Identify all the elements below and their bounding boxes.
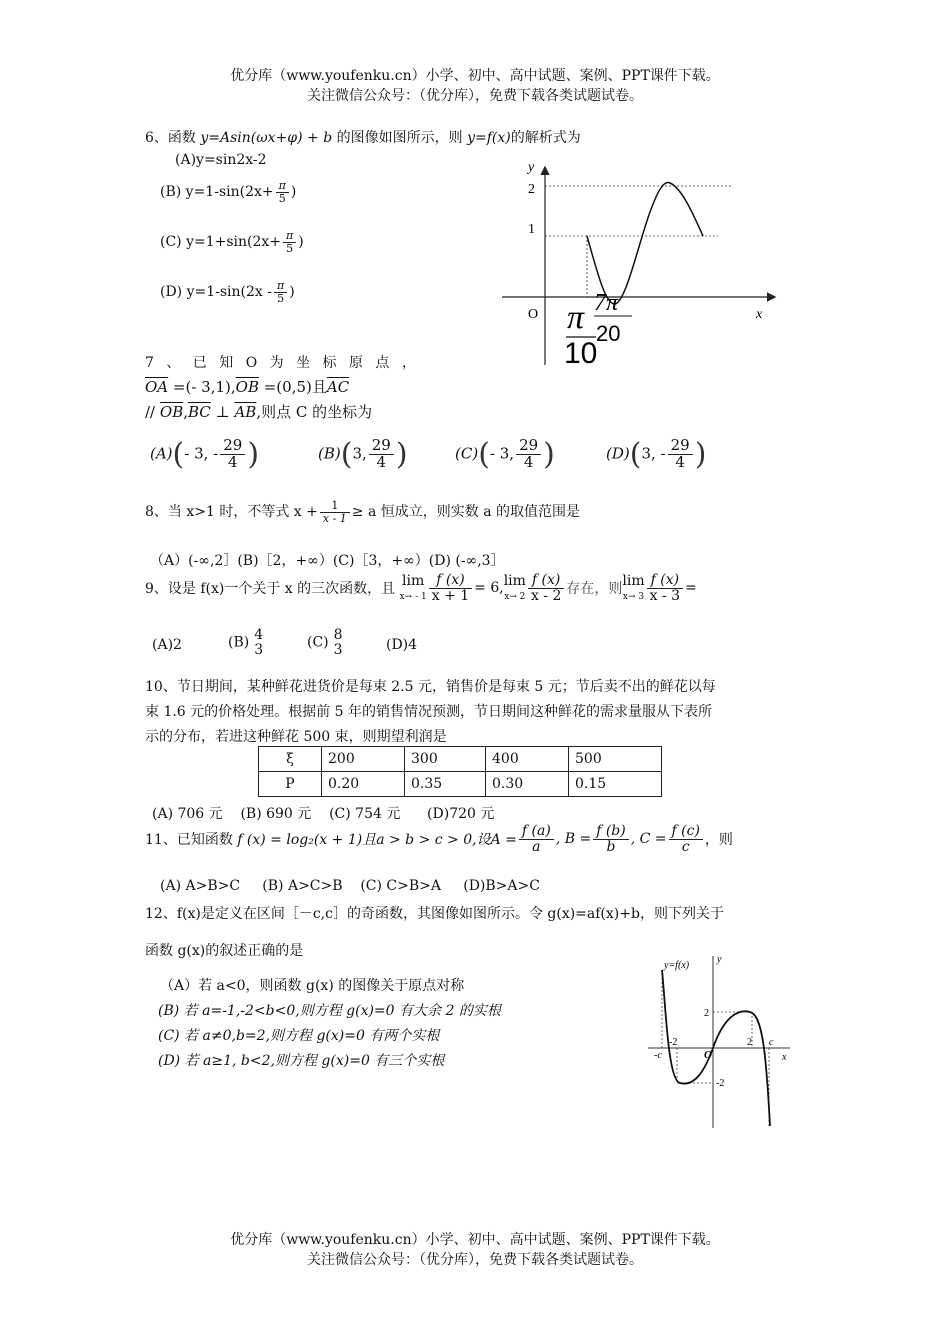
q6-option-a: (A)y=sin2x-2 (175, 152, 267, 168)
q9-option-c-den: 3 (333, 641, 343, 658)
q6-stem-a: 6、函数 (145, 130, 201, 146)
q6-y1-label: 1 (528, 222, 535, 237)
q9-lim-3-sub: x→ 3 (622, 592, 645, 603)
q7-eq1: =(- 3,1), (168, 378, 236, 396)
q7-vec-ob: $\overline{OB}$ (235, 378, 259, 396)
q12-option-b: (B) 若 a=-1,-2<b<0,则方程 g(x)=0 有大余 2 的实根 (158, 1003, 501, 1019)
q12-two-y: 2 (704, 1008, 709, 1019)
q12-line1: 12、f(x)是定义在区间［－c,c］的奇函数，其图像如图所示。令 g(x)=af(x)+b，则下列关于 (145, 906, 724, 922)
q6-ten-label: 10 (564, 337, 598, 370)
q8-den: x - 1 (322, 511, 347, 525)
q9-option-c-label: (C) (307, 634, 329, 651)
table-cell: 0.20 (322, 772, 405, 797)
q7-vec-ac: $\overline{AC}$ (326, 378, 350, 396)
q7-option-d-den: 4 (675, 453, 685, 471)
q7-option-b: (B)(3, $\frac{29}{4}$ ) (318, 436, 408, 472)
q7-perp: ⊥ (215, 403, 230, 421)
q12-neg-c: -c (654, 1050, 662, 1061)
q7-option-b-den: 4 (376, 453, 387, 471)
q6-origin-label: O (528, 307, 539, 322)
q9-option-c-num: 8 (333, 627, 343, 643)
q9-option-d: (D)4 (386, 637, 418, 653)
q6-option-d-close: ) (289, 284, 295, 301)
q7-option-d-pre: 3, - (641, 444, 666, 463)
q6-option-b-five: 5 (278, 191, 286, 205)
q10-line2: 束 1.6 元的价格处理。根据前 5 年的销售情况预测，节日期间这种鲜花的需求量服从下表所 (145, 704, 712, 720)
q7-vec-bc: $\overline{BC}$ (188, 403, 211, 421)
q6-stem-formula: y=Asin(ωx+φ) + b (200, 130, 333, 146)
q9-option-b-label: (B) (228, 634, 250, 651)
q6-stem-d: 的解析式为 (510, 130, 581, 146)
q7-option-a-pre: - 3, - (184, 444, 219, 463)
q7-eq2: =(0,5)且 (258, 378, 327, 396)
q6-option-b (160, 180, 296, 204)
table-cell: 200 (322, 747, 405, 772)
q12-origin-label: O (704, 1049, 712, 1061)
q6-pi-label: π (567, 299, 585, 336)
q12-option-c: (C) 若 a≠0,b=2,则方程 g(x)=0 有两个实根 (158, 1028, 440, 1044)
header-line-2: 关注微信公众号：（优分库），免费下载各类试题试卷。 (307, 88, 643, 104)
q6-stem (145, 127, 581, 147)
q6-option-c-five: 5 (286, 241, 294, 255)
q9-lim-3: lim (622, 573, 645, 590)
q6-option-c-close: ) (298, 234, 304, 251)
q12-graph (640, 950, 800, 1130)
q9-lim-2: lim (503, 573, 526, 590)
q10-options: (A) 706 元 (B) 690 元 (C) 754 元 (D)720 元 (152, 806, 495, 822)
q6-option-b-pi: π (276, 180, 289, 193)
table-cell: P (259, 772, 322, 797)
q7-option-b-num: 29 (369, 438, 394, 455)
q11-tail: ，则 (704, 832, 733, 849)
q9-fx-2: f (x) (528, 573, 564, 589)
q9-eq: = (685, 580, 697, 597)
q7-option-a-num: 29 (220, 438, 245, 455)
q11-fc: f (c) (669, 824, 703, 840)
q7-option-b-label: (B) (318, 444, 341, 463)
q11-stem-a: 11、已知函数 (145, 832, 233, 849)
q10-line1: 10、节日期间，某种鲜花进货价是每束 2.5 元，销售价是每束 5 元；节后卖不出的鲜花以每 (145, 679, 716, 695)
q9-option-b-den: 3 (254, 641, 264, 658)
q12-x-label: x (782, 1052, 787, 1063)
header-line-1: 优分库（www.youfenku.cn）小学、初中、高中试题、案例、PPT课件下载。 (230, 68, 720, 84)
q9-den-1: x + 1 (431, 587, 470, 604)
q11-b: b (606, 838, 616, 855)
q6-graph (490, 150, 790, 375)
footer-line-2: 关注微信公众号：（优分库），免费下载各类试题试卷。 (307, 1252, 643, 1268)
table-cell: ξ (259, 747, 322, 772)
q9-lim-2-sub: x→ 2 (504, 592, 526, 603)
q9-stem (145, 573, 697, 603)
q12-neg-two-x: -2 (669, 1037, 678, 1048)
q12-option-d: (D) 若 a≥1, b<2,则方程 g(x)=0 有三个实根 (158, 1053, 445, 1069)
q7-option-c: (C)(- 3, $\frac{29}{4}$ ) (455, 436, 555, 472)
q7-option-a: (A)(- 3, - $\frac{29}{4}$ ) (150, 436, 260, 472)
q9-option-c (307, 628, 348, 657)
q9-fx-1: f (x) (429, 573, 472, 589)
q8-stem-a: 8、当 x>1 时，不等式 x + (145, 504, 318, 521)
q11-f-def: f (x) = log₂(x + 1)且a > b > c > 0,设A = (237, 832, 517, 849)
q11-fa: f (a) (519, 824, 554, 840)
q12-line2: 函数 g(x)的叙述正确的是 (145, 943, 304, 959)
q6-option-d-pre: (D) y=1-sin(2x - (160, 284, 272, 301)
q6-stem-c: y=f(x) (467, 130, 511, 146)
q11-fb: f (b) (593, 824, 629, 840)
q6-stem-b: 的图像如图所示，则 (332, 130, 468, 146)
table-cell: 0.30 (486, 772, 569, 797)
q11-B: , B = (555, 831, 592, 848)
q8-stem-b: ≥ a 恒成立，则实数 a 的取值范围是 (351, 504, 581, 521)
q7-option-c-pre: - 3, (489, 444, 515, 463)
q7-option-a-label: (A) (150, 444, 173, 463)
q6-x-label: x (756, 307, 763, 322)
table-cell: 400 (486, 747, 569, 772)
q10-line3: 示的分布，若进这种鲜花 500 束，则期望利润是 (145, 729, 447, 745)
q11-stem (145, 824, 733, 854)
table-cell: 300 (405, 747, 486, 772)
q9-lim-1-sub: x→ - 1 (399, 592, 427, 603)
q9-exist: 存在，则 (566, 581, 623, 598)
q7-option-a-den: 4 (228, 453, 238, 471)
q7-vec-oa: $\overline{OA}$ (145, 378, 169, 396)
q7-parallel: // (145, 403, 156, 421)
q7-line3: // $\overline{OB},\overline{BC}$ ⊥ $\overline{AB}$,则点 C 的坐标为 (145, 403, 373, 421)
table-cell: 500 (569, 747, 662, 772)
q9-option-a: (A)2 (152, 637, 182, 653)
q7-option-d: (D)(3, - $\frac{29}{4}$ ) (606, 436, 707, 472)
q6-y-label: y (528, 160, 535, 175)
q9-stem-a: 9、设是 f(x)一个关于 x 的三次函数，且 (145, 581, 396, 598)
q9-den-2: x - 2 (530, 587, 562, 604)
q6-twenty-label: 20 (596, 321, 621, 346)
q6-y2-label: 2 (528, 182, 535, 197)
q6-option-c (160, 230, 304, 254)
q6-curve (587, 182, 703, 304)
q6-option-c-pre: (C) y=1+sin(2x+ (160, 234, 282, 251)
q6-option-c-pi: π (283, 230, 296, 243)
q8-num: 1 (320, 500, 350, 513)
q9-den-3: x - 3 (649, 587, 681, 604)
q11-options: (A) A>B>C (B) A>C>B (C) C>B>A (D)B>A>C (160, 878, 540, 894)
q12-two-x: 2 (747, 1037, 752, 1048)
q9-option-b-num: 4 (254, 627, 264, 643)
q12-neg-two-y: -2 (716, 1078, 725, 1089)
q6-option-d-pi: π (274, 280, 287, 293)
q12-y-label: y (717, 954, 722, 965)
q11-C: , C = (630, 831, 667, 848)
q12-option-a: （A）若 a<0，则函数 g(x) 的图像关于原点对称 (160, 978, 465, 994)
q9-eq6: = 6, (474, 580, 504, 597)
table-row (259, 772, 662, 797)
q12-c: c (769, 1037, 774, 1048)
q12-func-label: y=f(x) (664, 960, 690, 971)
footer-line-1: 优分库（www.youfenku.cn）小学、初中、高中试题、案例、PPT课件下载。 (230, 1232, 720, 1248)
q7-option-c-den: 4 (523, 453, 534, 471)
q11-c: c (681, 838, 690, 855)
q11-a: a (532, 838, 541, 855)
q7-tail: ,则点 C 的坐标为 (256, 403, 373, 421)
q9-lim-1: lim (402, 573, 425, 590)
q6-seven-pi-label: 7π (594, 290, 619, 316)
q6-option-b-close: ) (290, 184, 297, 201)
table-cell: 0.15 (569, 772, 662, 797)
table-cell: 0.35 (405, 772, 486, 797)
q7-option-c-label: (C) (455, 444, 479, 463)
q9-option-b (228, 628, 268, 657)
q9-fx-3: f (x) (647, 573, 683, 589)
q10-distribution-table (258, 746, 662, 797)
q7-option-d-num: 29 (668, 438, 693, 455)
q7-option-c-num: 29 (516, 438, 541, 455)
q6-option-d-five: 5 (277, 291, 285, 305)
q8-stem (145, 500, 580, 524)
q7-option-d-label: (D) (606, 444, 630, 463)
q6-option-d (160, 280, 295, 304)
q7-vec-ab: $\overline{AB}$ (234, 403, 257, 421)
q7-line1: 7 、 已 知 O 为 坐 标 原 点 ， (145, 355, 420, 371)
q7-option-b-pre: 3, (352, 444, 367, 463)
q7-vec-ob2: $\overline{OB}$ (159, 403, 184, 421)
q8-options: （A）(-∞,2］(B)［2，+∞）(C)［3，+∞）(D) (-∞,3］ (150, 553, 505, 569)
q7-line2 (145, 376, 349, 397)
table-row (259, 747, 662, 772)
q6-option-b-pre: (B) y=1-sin(2x+ (160, 184, 274, 201)
